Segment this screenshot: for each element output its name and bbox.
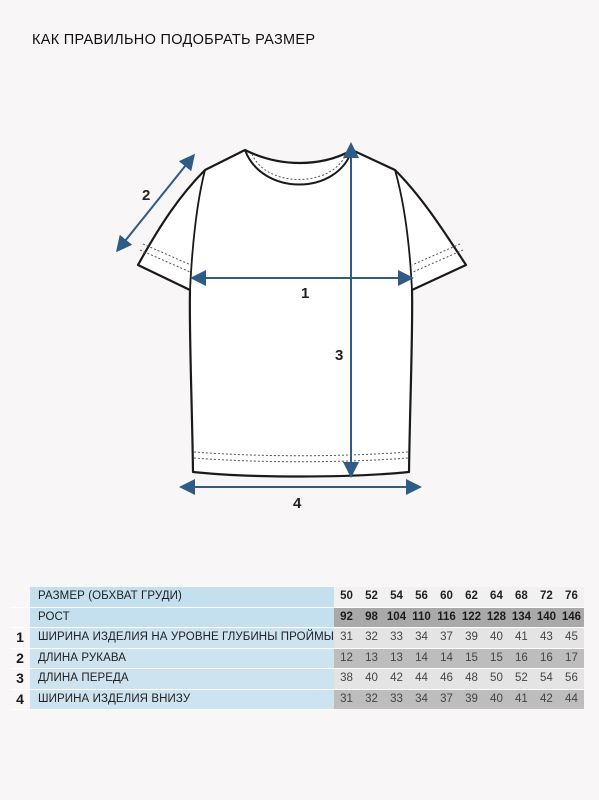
value-cell: 13 [384, 648, 409, 669]
value-cell: 44 [559, 689, 584, 710]
value-cell: 43 [534, 628, 559, 649]
value-cell: 41 [509, 628, 534, 649]
row-number: 1 [10, 628, 30, 649]
value-cell: 42 [534, 689, 559, 710]
value-cell: 31 [334, 689, 359, 710]
value-cell: 34 [409, 689, 434, 710]
value-cell: 45 [559, 628, 584, 649]
value-cell: 32 [359, 689, 384, 710]
table-header-row [10, 587, 584, 607]
tshirt-outline [138, 150, 466, 477]
row-label: ШИРИНА ИЗДЕЛИЯ ВНИЗУ [30, 689, 334, 710]
size-cell: 72 [534, 587, 559, 607]
height-cell: 128 [484, 607, 509, 628]
value-cell: 54 [534, 669, 559, 690]
value-cell: 44 [409, 669, 434, 690]
table-row [10, 689, 584, 710]
value-cell: 40 [484, 689, 509, 710]
table-row [10, 628, 584, 649]
value-cell: 46 [434, 669, 459, 690]
size-cell: 68 [509, 587, 534, 607]
row-label: ШИРИНА ИЗДЕЛИЯ НА УРОВНЕ ГЛУБИНЫ ПРОЙМЫ [30, 628, 334, 649]
value-cell: 40 [484, 628, 509, 649]
value-cell: 31 [334, 628, 359, 649]
value-cell: 38 [334, 669, 359, 690]
size-table [10, 587, 584, 710]
height-cell: 122 [459, 607, 484, 628]
value-cell: 40 [359, 669, 384, 690]
value-cell: 33 [384, 689, 409, 710]
value-cell: 13 [359, 648, 384, 669]
value-cell: 16 [509, 648, 534, 669]
value-cell: 56 [559, 669, 584, 690]
value-cell: 34 [409, 628, 434, 649]
value-cell: 16 [534, 648, 559, 669]
label-width-chest: 1 [301, 285, 310, 302]
row-label: ДЛИНА РУКАВА [30, 648, 334, 669]
size-cell: 50 [334, 587, 359, 607]
value-cell: 52 [509, 669, 534, 690]
value-cell: 15 [484, 648, 509, 669]
page-title: КАК ПРАВИЛЬНО ПОДОБРАТЬ РАЗМЕР [32, 32, 316, 48]
size-cell: 56 [409, 587, 434, 607]
height-cell: 104 [384, 607, 409, 628]
height-cell: 110 [409, 607, 434, 628]
height-cell: 140 [534, 607, 559, 628]
size-cell: 52 [359, 587, 384, 607]
size-cell: 54 [384, 587, 409, 607]
size-cell: 76 [559, 587, 584, 607]
value-cell: 33 [384, 628, 409, 649]
size-cell: 64 [484, 587, 509, 607]
row-number: 3 [10, 669, 30, 690]
value-cell: 39 [459, 689, 484, 710]
row-number: 4 [10, 689, 30, 710]
row-num-empty [10, 607, 30, 628]
value-cell: 37 [434, 689, 459, 710]
row-label: ДЛИНА ПЕРЕДА [30, 669, 334, 690]
value-cell: 37 [434, 628, 459, 649]
size-cell: 62 [459, 587, 484, 607]
value-cell: 15 [459, 648, 484, 669]
table-row [10, 669, 584, 690]
height-cell: 98 [359, 607, 384, 628]
value-cell: 50 [484, 669, 509, 690]
value-cell: 42 [384, 669, 409, 690]
row-number: 2 [10, 648, 30, 669]
value-cell: 41 [509, 689, 534, 710]
value-cell: 14 [409, 648, 434, 669]
value-cell: 14 [434, 648, 459, 669]
table-row [10, 648, 584, 669]
value-cell: 39 [459, 628, 484, 649]
size-cell: 60 [434, 587, 459, 607]
label-bottom-width: 4 [293, 495, 302, 512]
value-cell: 48 [459, 669, 484, 690]
height-cell: 146 [559, 607, 584, 628]
table-height-row [10, 607, 584, 628]
label-sleeve: 2 [142, 187, 151, 204]
value-cell: 17 [559, 648, 584, 669]
row-num-empty [10, 587, 30, 607]
value-cell: 32 [359, 628, 384, 649]
height-label: РОСТ [30, 607, 334, 628]
height-cell: 134 [509, 607, 534, 628]
size-header-label: РАЗМЕР (ОБХВАТ ГРУДИ) [30, 587, 334, 607]
value-cell: 12 [334, 648, 359, 669]
height-cell: 116 [434, 607, 459, 628]
label-front-length: 3 [335, 347, 344, 364]
height-cell: 92 [334, 607, 359, 628]
